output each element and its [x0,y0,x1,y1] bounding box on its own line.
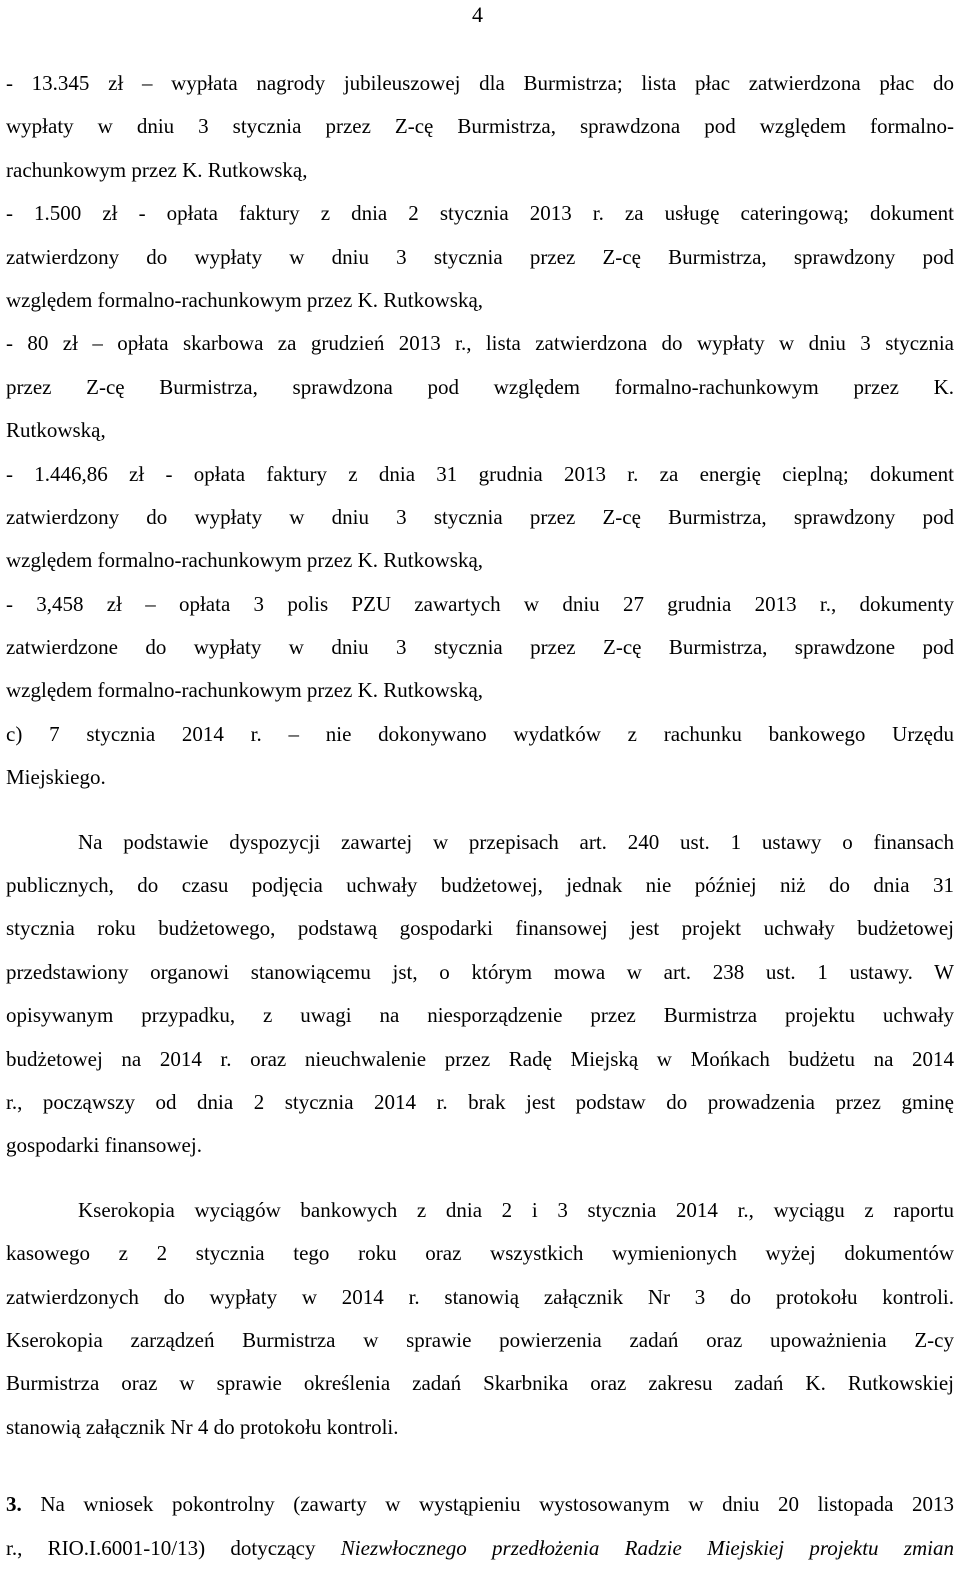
text-line: stanowią załącznik Nr 4 do protokołu kontroli. [6,1414,399,1439]
text-line: wypłaty w dniu 3 stycznia przez Z-cę Burmistrza, sprawdzona pod względem formalno- [6,114,954,139]
text-line: - 1.500 zł - opłata faktury z dnia 2 stycznia 2013 r. za usługę cateringową; dokument [6,201,954,226]
text-line: Burmistrza oraz w sprawie określenia zadań Skarbnika oraz zakresu zadań K. Rutkowskiej [6,1371,954,1396]
text-line: opisywanym przypadku, z uwagi na niesporządzenie przez Burmistrza projektu uchwały [6,1003,954,1028]
text-line: budżetowej na 2014 r. oraz nieuchwalenie przez Radę Miejską w Mońkach budżetu na 2014 [6,1046,954,1071]
text-line: Na podstawie dyspozycji zawartej w przepisach art. 240 ust. 1 ustawy o finansach [78,829,954,854]
text-line: zatwierdzony do wypłaty w dniu 3 stycznia przez Z-cę Burmistrza, sprawdzony pod [6,504,954,529]
text-line: - 1.446,86 zł - opłata faktury z dnia 31 grudnia 2013 r. za energię cieplną; dokument [6,461,954,486]
text-line: c) 7 stycznia 2014 r. – nie dokonywano wydatków z rachunku bankowego Urzędu [6,721,954,746]
text-line: przez Z-cę Burmistrza, sprawdzona pod względem formalno-rachunkowym przez K. [6,374,954,399]
text-line: Miejskiego. [6,765,106,790]
paragraph-gap [6,1168,954,1189]
text-line: Rutkowską, [6,418,106,443]
section-3-line-1 [6,1483,954,1526]
section-3-text: Na wniosek pokontrolny (zawarty w wystąpieniu wystosowanym w dniu 20 listopada 2013 [40,1492,954,1517]
text-line: kasowego z 2 stycznia tego roku oraz wszystkich wymienionych wyżej dokumentów [6,1241,954,1266]
document-body [6,62,954,1570]
text-line: stycznia roku budżetowego, podstawą gospodarki finansowej jest projekt uchwały budżetowej [6,916,954,941]
section-3-reference: r., RIO.I.6001-10/13) dotyczący [6,1535,341,1560]
text-line: rachunkowym przez K. Rutkowską, [6,157,308,182]
text-line: publicznych, do czasu podjęcia uchwały budżetowej, jednak nie później niż do dnia 31 [6,873,954,898]
text-line: względem formalno-rachunkowym przez K. Rutkowską, [6,678,484,703]
section-gap [6,1449,954,1483]
text-line: przedstawiony organowi stanowiącemu jst, o którym mowa w art. 238 ust. 1 ustawy. W [6,959,954,984]
text-line: Kserokopia wyciągów bankowych z dnia 2 i 3 stycznia 2014 r., wyciągu z raportu [78,1197,954,1222]
page-number: 4 [472,2,483,27]
section-3-line-2 [6,1527,954,1570]
text-line: - 80 zł – opłata skarbowa za grudzień 2013 r., lista zatwierdzona do wypłaty w dniu 3 stycznia [6,331,954,356]
section-3-italic-title: Niezwłocznego przedłożenia Radzie Miejskiej projektu zmian [340,1535,954,1560]
text-line: gospodarki finansowej. [6,1133,202,1158]
section-number: 3. [6,1492,22,1517]
text-line: zatwierdzonych do wypłaty w 2014 r. stanowią załącznik Nr 3 do protokołu kontroli. [6,1284,954,1309]
text-line: r., począwszy od dnia 2 stycznia 2014 r. brak jest podstaw do prowadzenia przez gminę [6,1089,954,1114]
text-line: - 3,458 zł – opłata 3 polis PZU zawartych w dniu 27 grudnia 2013 r., dokumenty [6,591,954,616]
text-line: Kserokopia zarządzeń Burmistrza w sprawie powierzenia zadań oraz upoważnienia Z-cy [6,1327,954,1352]
text-line: zatwierdzone do wypłaty w dniu 3 stycznia przez Z-cę Burmistrza, sprawdzone pod [6,635,954,660]
text-line: względem formalno-rachunkowym przez K. Rutkowską, [6,287,484,312]
text-line: względem formalno-rachunkowym przez K. Rutkowską, [6,548,484,573]
text-line: zatwierdzony do wypłaty w dniu 3 stycznia przez Z-cę Burmistrza, sprawdzony pod [6,244,954,269]
paragraph-gap [6,800,954,821]
text-line: - 13.345 zł – wypłata nagrody jubileuszowej dla Burmistrza; lista płac zatwierdzona płac do [6,71,954,95]
